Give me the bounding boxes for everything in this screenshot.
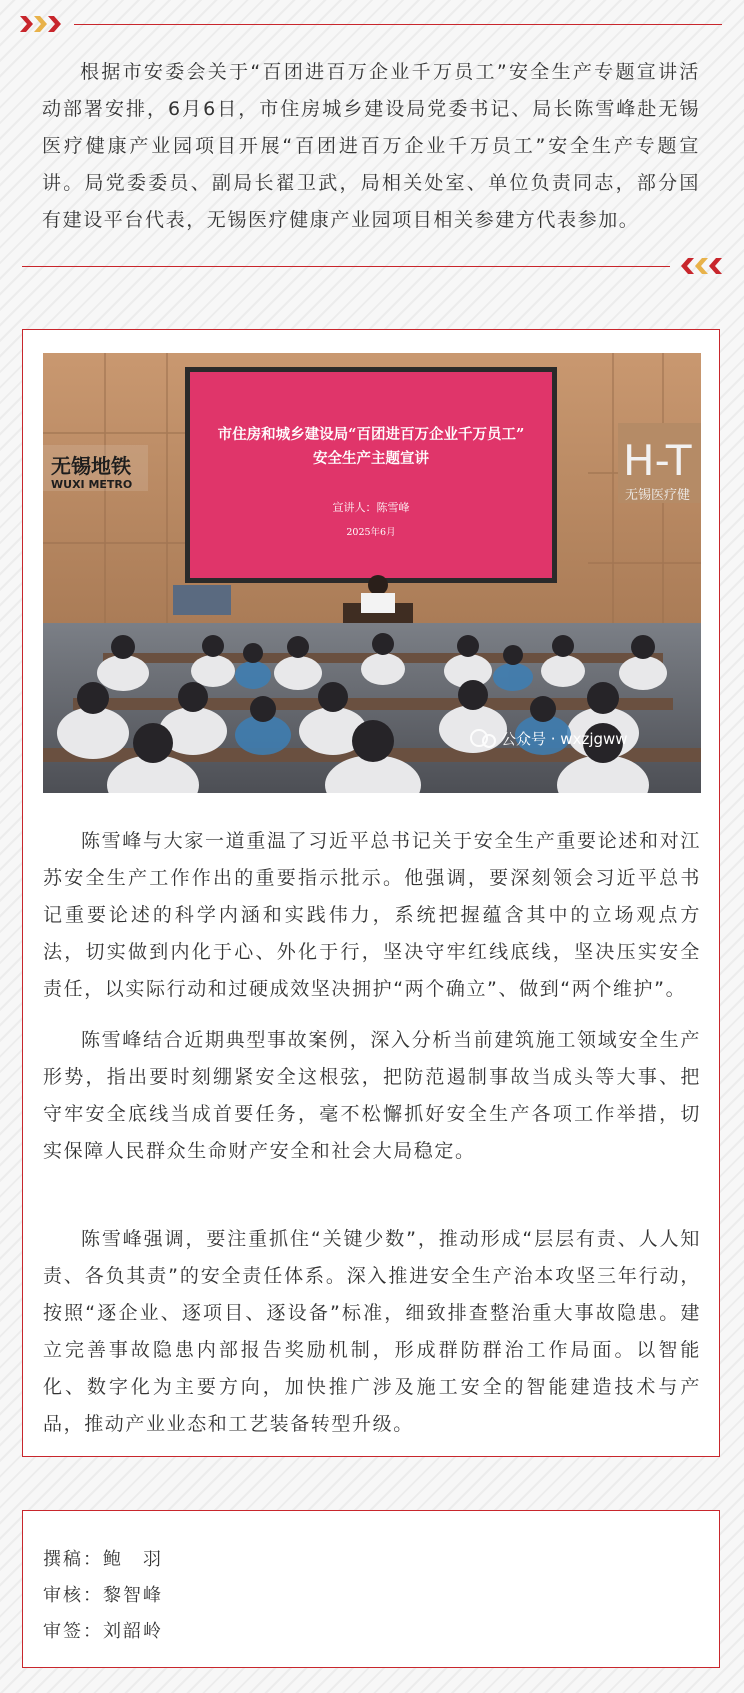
credit-approver-name: 刘韶岭 — [103, 1621, 163, 1642]
credit-reviewer-name: 黎智峰 — [103, 1585, 163, 1606]
banner-date: 2025年6月 — [346, 527, 396, 538]
top-chevron-icon — [20, 14, 64, 34]
event-photo — [43, 353, 701, 793]
intro-divider — [22, 266, 670, 267]
credit-writer-label: 撰稿： — [43, 1549, 103, 1570]
metro-logo-en: WUXI METRO — [51, 478, 133, 491]
intro-paragraph: 根据市安委会关于“百团进百万企业千万员工”安全生产专题宣讲活动部署安排，6月6日，市住房城乡建设局党委书记、局长陈雪峰赴无锡医疗健康产业园项目开展“百团进百万企业千万员工”安全生产专题宣讲。局党委委员、副局长翟卫武，局相关处室、单位负责同志，部分国有建设平台代表，无锡医疗健康产业园项目相关参建方代表参加。 — [42, 61, 700, 231]
credit-reviewer-label: 审核： — [43, 1585, 103, 1606]
right-logo-text: H-T — [623, 436, 692, 485]
photo-watermark: 公众号 · wxzjgww — [501, 730, 628, 748]
credit-reviewer — [43, 1581, 163, 1607]
credits-box — [22, 1510, 720, 1668]
top-divider — [74, 24, 722, 25]
banner-subtitle: 安全生产主题宣讲 — [313, 450, 429, 467]
banner-title: 市住房和城乡建设局“百团进百万企业千万员工” — [217, 426, 525, 443]
credit-writer — [43, 1545, 163, 1571]
right-logo-subtext: 无锡医疗健 — [625, 488, 691, 503]
body-paragraph-1: 陈雪峰与大家一道重温了习近平总书记关于安全生产重要论述和对江苏安全生产工作作出的重要指示批示。他强调，要深刻领会习近平总书记重要论述的科学内涵和实践伟力，系统把握蕴含其中的立场观点方法，切实做到内化于心、外化于行，坚决守牢红线底线，坚决压实安全责任，以实际行动和过硬成效坚决拥护“两个确立”、做到“两个维护”。 — [43, 830, 701, 1000]
credit-approver-label: 审签： — [43, 1621, 103, 1642]
banner-speaker: 宣讲人：陈雪峰 — [332, 501, 410, 514]
intro-chevron-icon — [678, 256, 722, 276]
body-paragraph-2: 陈雪峰结合近期典型事故案例，深入分析当前建筑施工领域安全生产形势，指出要时刻绷紧安全这根弦，把防范遏制事故当成头等大事、把守牢安全底线当成首要任务，毫不松懈抓好安全生产各项工作举措，切实保障人民群众生命财产安全和社会大局稳定。 — [43, 1029, 701, 1162]
metro-logo-text: 无锡地铁 — [51, 454, 131, 478]
body-paragraph-3: 陈雪峰强调，要注重抓住“关键少数”，推动形成“层层有责、人人知责、各负其责”的安全责任体系。深入推进安全生产治本攻坚三年行动，按照“逐企业、逐项目、逐设备”标准，细致排查整治重大事故隐患。建立完善事故隐患内部报告奖励机制，形成群防群治工作局面。以智能化、数字化为主要方向，加快推广涉及施工安全的智能建造技术与产品，推动产业业态和工艺装备转型升级。 — [43, 1228, 701, 1435]
credit-approver — [43, 1617, 163, 1643]
article-box — [22, 329, 720, 1457]
credit-writer-name: 鲍 羽 — [103, 1549, 163, 1570]
